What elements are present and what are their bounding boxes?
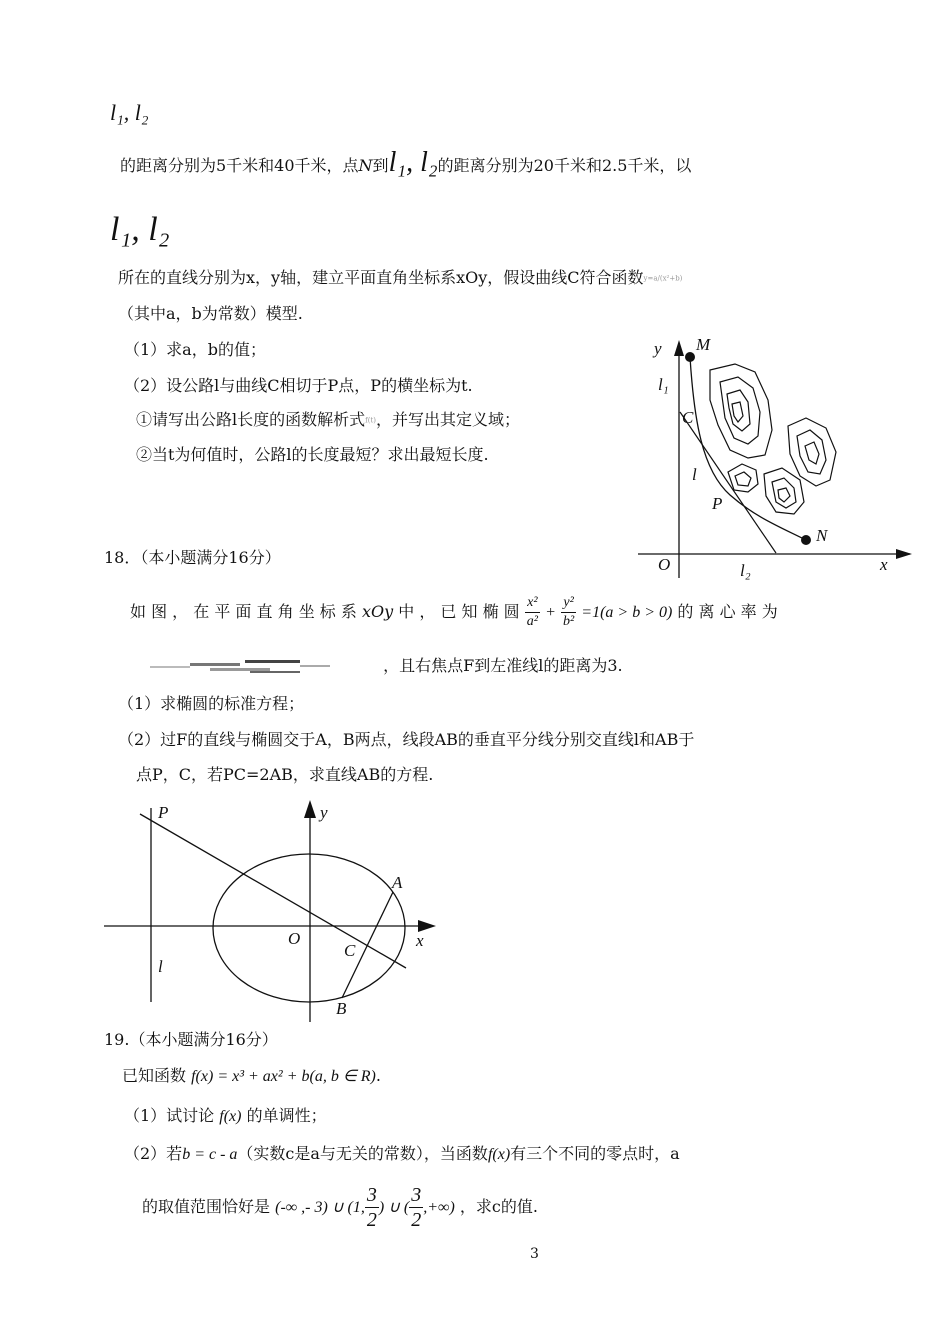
fig17-contour-3b bbox=[735, 472, 751, 486]
p18-line1-c: 的 离 心 率 为 bbox=[677, 602, 778, 621]
fig17-label-y: y bbox=[654, 339, 662, 358]
p17-line3-text: 所在的直线分别为x，y轴，建立平面直角坐标系xOy，假设曲线C符合函数 bbox=[118, 268, 644, 287]
p17-line4: （其中a，b为常数）模型. bbox=[118, 304, 303, 323]
p17-line1-a: 的距离分别为5千米和40千米，点 bbox=[120, 156, 359, 175]
p19-q1-b: 的单调性； bbox=[246, 1106, 327, 1125]
p19-q3-frac2-den: 2 bbox=[411, 1209, 422, 1231]
p19-q1 bbox=[124, 1106, 327, 1127]
fig17-point-N bbox=[801, 535, 811, 545]
page-number: 3 bbox=[530, 1246, 539, 1262]
fig17-label-O: O bbox=[658, 555, 671, 574]
p18-garbled-formula-image bbox=[150, 657, 340, 677]
fig18-label-l: l bbox=[158, 957, 163, 976]
p17-q2-1-b: ，并写出其定义域； bbox=[376, 410, 521, 429]
p19-q3-frac1-num: 3 bbox=[366, 1184, 377, 1206]
p19-q3-b: ，求c的值. bbox=[459, 1197, 538, 1216]
p19-q2-eq: b = c - a bbox=[182, 1146, 238, 1163]
p17-q2-1-f: f(t) bbox=[365, 416, 376, 425]
p19-header: 19.（本小题满分16分） bbox=[104, 1030, 278, 1049]
p19-q3-r2: ) ∪ ( bbox=[378, 1199, 410, 1216]
p19-q3-frac2-num: 3 bbox=[411, 1184, 422, 1206]
p18-frac-y-den: b² bbox=[562, 614, 575, 629]
p17-line1-l1l2: l₁, l₂ bbox=[388, 147, 438, 178]
p19-q2-a: （2）若 bbox=[124, 1144, 183, 1163]
fig17-label-M: M bbox=[696, 335, 711, 354]
p17-line2-l1l2: l₁, l₂ bbox=[110, 211, 170, 248]
fig17-label-l2: l₂ bbox=[740, 561, 751, 580]
p19-line1-f: f(x) = x³ + ax² + b(a, b ∈ R) bbox=[191, 1068, 376, 1085]
fig17-contour-3a bbox=[728, 464, 758, 492]
fig17-contours bbox=[710, 364, 836, 514]
fig17-contour-1c bbox=[727, 390, 750, 431]
p18-q2a: （2）过F的直线与椭圆交于A，B两点，线段AB的垂直平分线分别交直线l和AB于 bbox=[118, 730, 695, 749]
p19-line1-a: 已知函数 bbox=[122, 1066, 187, 1085]
fig18-perp-bisector bbox=[140, 814, 406, 968]
fig17-contour-1d bbox=[732, 402, 743, 422]
p17-line1 bbox=[120, 144, 691, 188]
p17-q1: （1）求a，b的值； bbox=[124, 340, 266, 359]
p19-q2 bbox=[124, 1144, 680, 1165]
p19-q2-c: 有三个不同的零点时，a bbox=[510, 1144, 680, 1163]
top-l1-l2-fragment: l₁, l₂ bbox=[110, 100, 149, 125]
p19-q3-r3: ,+∞) bbox=[423, 1199, 455, 1216]
fig18-y-arrow bbox=[304, 800, 316, 818]
p19-line1 bbox=[122, 1066, 381, 1087]
fig18-label-y: y bbox=[320, 803, 328, 822]
fig17-contour-2b bbox=[797, 430, 826, 474]
fig17-contour-2a bbox=[788, 418, 836, 486]
p19-q3 bbox=[142, 1182, 538, 1232]
fig17-label-C: C bbox=[682, 408, 694, 427]
p18-header: 18．（本小题满分16分） bbox=[104, 548, 281, 567]
fig18-label-x: x bbox=[416, 931, 424, 950]
p17-line3 bbox=[118, 268, 682, 289]
p17-q2-1-a: ①请写出公路l长度的函数解析式 bbox=[136, 410, 366, 429]
p19-q1-a: （1）试讨论 bbox=[124, 1106, 215, 1125]
p18-line1: 如 图 ， 在 平 面 直 角 坐 标 系 xOy 中 ， 已 知 椭 圆 $\frac{\text{x²}}{\text{a²}}$ + $\frac{\text{y²}}{\text{b²}}$ =1(a > b > 0) 的 离 心 率 为 bbox=[130, 595, 778, 629]
p19-q2-f: f(x) bbox=[487, 1146, 511, 1163]
p18-frac-y-num: y² bbox=[561, 594, 576, 613]
p19-q3-a: 的取值范围恰好是 bbox=[142, 1197, 271, 1216]
fig17-diagram bbox=[630, 330, 930, 590]
p18-line1-xOy: xOy bbox=[361, 602, 394, 621]
p18-line1-a: 如 图 ， 在 平 面 直 角 坐 标 系 bbox=[130, 602, 357, 621]
p19-q1-f: f(x) bbox=[219, 1108, 242, 1125]
fig17-y-arrow bbox=[674, 340, 684, 356]
p19-q3-frac1 bbox=[365, 1183, 379, 1232]
p17-line3-formula: y=a/(x²+b) bbox=[643, 274, 683, 283]
p17-q2-2: ②当t为何值时，公路l的长度最短？求出最短长度. bbox=[136, 445, 489, 464]
p18-frac-x-num: x² bbox=[525, 594, 540, 613]
fig17-x-arrow bbox=[896, 549, 912, 559]
fig17-point-M bbox=[685, 352, 695, 362]
p18-line2 bbox=[150, 656, 623, 677]
fig17-contour-4c bbox=[778, 488, 790, 502]
fig17-label-N: N bbox=[816, 526, 828, 545]
p17-line1-c: 的距离分别为20千米和2.5千米，以 bbox=[437, 156, 692, 175]
p17-q2-1 bbox=[136, 410, 520, 431]
fig18-label-C: C bbox=[344, 941, 356, 960]
p18-frac-y bbox=[561, 594, 576, 631]
fig18-label-P: P bbox=[158, 803, 169, 822]
p17-q2: （2）设公路l与曲线C相切于P点，P的横坐标为t. bbox=[124, 376, 473, 395]
fig17-contour-4b bbox=[772, 478, 796, 508]
fig17-contour-2c bbox=[805, 442, 819, 464]
p18-q2b: 点P，C，若PC=2AB，求直线AB的方程. bbox=[136, 765, 434, 784]
p19-line1-b: . bbox=[375, 1066, 381, 1085]
fig17-contour-1a bbox=[710, 364, 772, 458]
fig17-label-P: P bbox=[712, 494, 723, 513]
p19-q2-b: （实数c是a与无关的常数），当函数 bbox=[237, 1144, 488, 1163]
p17-line1-b: 到 bbox=[372, 156, 389, 175]
p19-q3-r1: (-∞ ,- 3) ∪ (1, bbox=[275, 1199, 365, 1216]
p18-line1-b: 中 ， 已 知 椭 圆 bbox=[398, 602, 520, 621]
p19-q3-frac2 bbox=[409, 1183, 423, 1232]
p19-q3-frac1-den: 2 bbox=[366, 1209, 377, 1231]
p18-line2-text: ，且右焦点F到左准线l的距离为3. bbox=[383, 656, 623, 675]
p18-frac-x bbox=[525, 594, 540, 631]
fig17-contour-1b bbox=[720, 377, 760, 444]
fig18-label-O: O bbox=[288, 929, 301, 948]
fig18-label-A: A bbox=[392, 873, 403, 892]
p17-line1-N: N bbox=[358, 156, 373, 175]
p18-eq-rhs: =1(a > b > 0) bbox=[581, 604, 673, 621]
fig17-label-l1: l₁ bbox=[658, 375, 669, 394]
p18-q1: （1）求椭圆的标准方程； bbox=[118, 694, 305, 713]
fig17-label-l: l bbox=[692, 465, 697, 484]
fig18-diagram bbox=[98, 796, 448, 1026]
p18-frac-x-den: a² bbox=[526, 614, 538, 629]
fig18-label-B: B bbox=[336, 999, 347, 1018]
fig17-label-x: x bbox=[880, 555, 888, 574]
